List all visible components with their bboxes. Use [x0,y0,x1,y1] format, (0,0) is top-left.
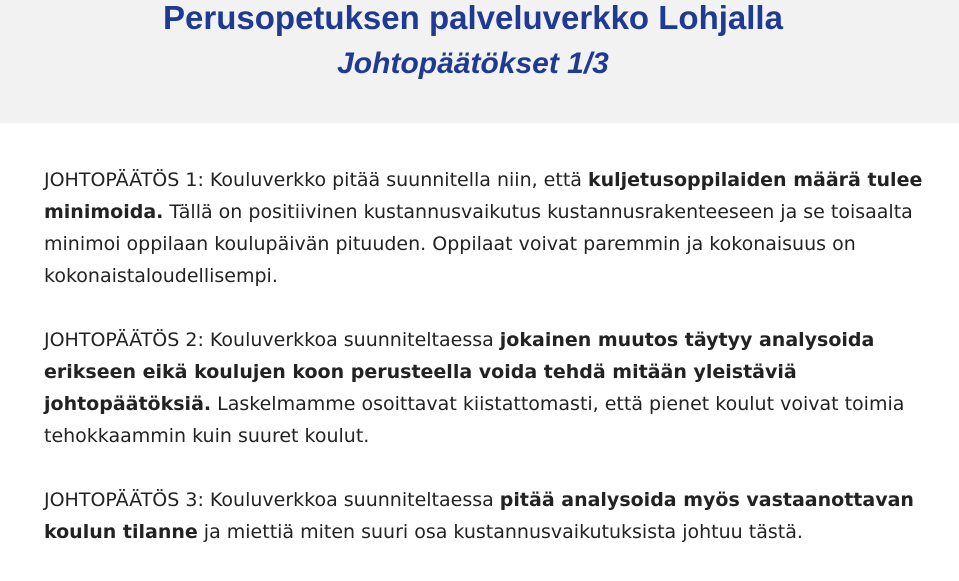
conclusion-2-text: JOHTOPÄÄTÖS 2: Kouluverkkoa suunniteltaessa [44,329,500,351]
slide-title: Perusopetuksen palveluverkko Lohjalla [163,0,783,36]
conclusion-1 [44,164,944,292]
conclusion-3 [44,484,944,548]
conclusion-1-text: JOHTOPÄÄTÖS 1: Kouluverkko pitää suunnitella niin, että [44,169,588,191]
conclusion-2-emphasis: jokainen muutos täytyy analysoida erikseen eikä koulujen koon perusteella voida tehdä mitään yleistäviä johtopäätöksiä. [44,329,875,415]
conclusion-3-text-rest: ja miettiä miten suuri osa kustannusvaikutuksista johtuu tästä. [197,521,803,543]
slide-subtitle: Johtopäätökset 1/3 [337,47,609,80]
conclusion-3-emphasis: pitää analysoida myös vastaanottavan koulun tilanne [44,489,914,543]
slide-body [44,164,944,548]
conclusion-1-text-rest: Tällä on positiivinen kustannusvaikutus kustannusrakenteeseen ja se toisaalta minimoi oppilaan koulupäivän pituuden. Oppilaat voivat paremmin ja kokonaisuus on kokonaistaloudellisempi. [44,201,913,287]
conclusion-2 [44,324,944,452]
slide-title-block [0,0,959,84]
conclusion-2-text-rest: Laskelmamme osoittavat kiistattomasti, että pienet koulut voivat toimia tehokkaammin kuin suuret koulut. [44,393,905,447]
conclusion-3-text: JOHTOPÄÄTÖS 3: Kouluverkkoa suunniteltaessa [44,489,500,511]
conclusion-1-emphasis: kuljetusoppilaiden määrä tulee minimoida. [44,169,923,223]
